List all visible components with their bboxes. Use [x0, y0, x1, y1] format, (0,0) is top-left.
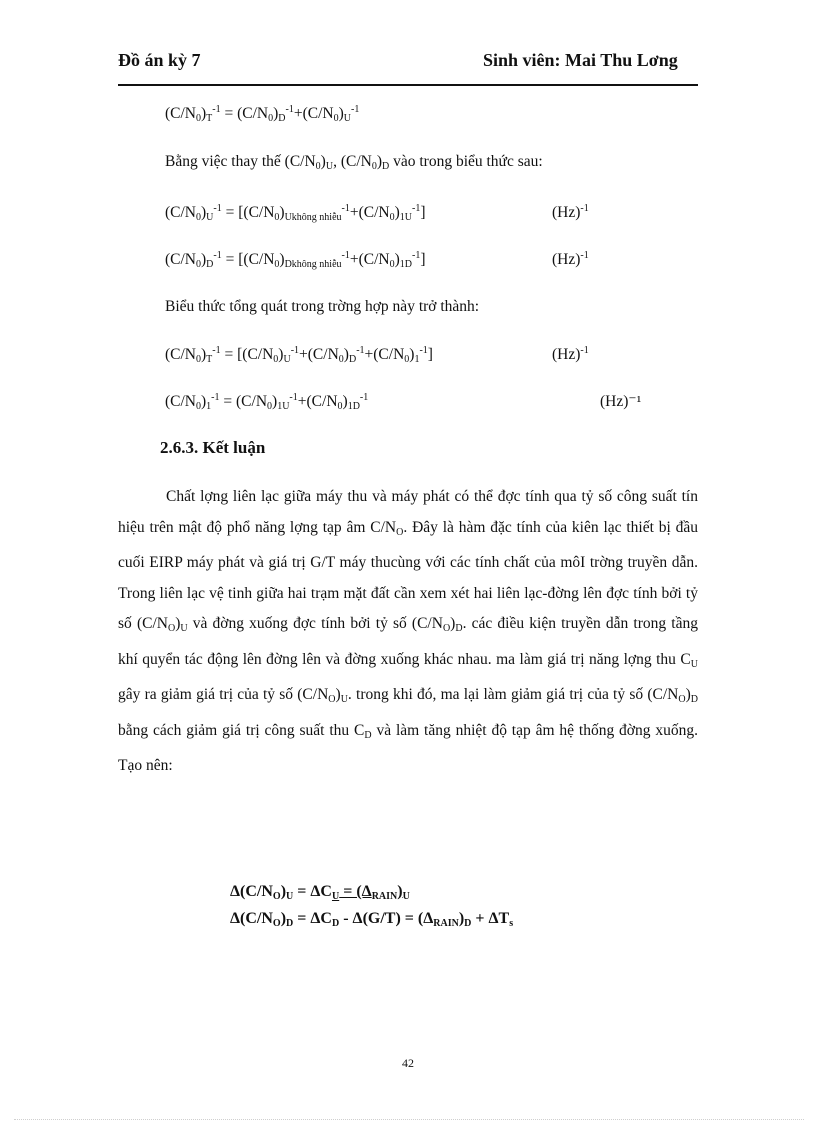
- equation-delta-uplink: $\Delta(C/N_O)_U = \Delta C_U = (\Delta_{RAIN})_U$: [230, 883, 410, 902]
- page-number: 42: [402, 1056, 414, 1070]
- unit-hz-interference: (Hz)⁻¹: [600, 393, 642, 410]
- header-right: Sinh viên: Mai Thu Lơng: [483, 50, 678, 70]
- equation-total: $(C/N_0)_T^{-1} = (C/N_0)_D^{-1}+(C/N_0)_U^{-1}$: [165, 104, 360, 124]
- equation-general: $(C/N_0)_T^{-1} = [(C/N_0)_U^{-1}+(C/N_0)_D^{-1}+(C/N_0)_1^{-1}]$: [165, 345, 433, 365]
- section-heading: 2.6.3. Kết luận: [160, 438, 266, 457]
- header-rule: [118, 84, 698, 86]
- unit-hz-uplink: $(Hz)^{-1}$: [552, 203, 589, 221]
- page-bottom-border: [14, 1119, 804, 1120]
- equation-interference: $(C/N_0)_1^{-1} = (C/N_0)_{1U}^{-1}+(C/N_0)_{1D}^{-1}$: [165, 392, 369, 412]
- header-left: Đồ án kỳ 7: [118, 50, 201, 70]
- unit-hz-general: $(Hz)^{-1}$: [552, 345, 589, 363]
- conclusion-paragraph: Chất lợng liên lạc giữa máy thu và máy phát có thể đợc tính qua tỷ số công suất tín hiệu trên mật độ phổ năng lợng tạp âm $C/N_O$. Đây là hàm đặc tính của kiên lạc thiết bị đầu cuối EIRP máy phát và giá trị G/T máy thucùng với các tính chất của môI trờng truyền dẫn. Trong liên lạc vệ tinh giữa hai trạm mặt đất cần xem xét hai liên lạc-đờng lên đợc tính bởi tỷ số $(C/N_O)_U$ và đờng xuống đợc tính bởi tỷ số $(C/N_O)_D$. các điều kiện truyền dẫn trong tầng khí quyển tác động lên đờng lên và đờng xuống khác nhau. ma làm giá trị năng lợng thu $C_U$ gây ra giảm giá trị của tỷ số $(C/N_O)_U$. trong khi đó, ma lại làm giảm giá trị của tỷ số $(C/N_O)_D$ bằng cách giảm giá trị công suất thu $C_D$ và làm tăng nhiệt độ tạp âm hệ thống đờng xuống. Tạo nên:: [118, 488, 698, 774]
- equation-downlink: $(C/N_0)_D^{-1} = [(C/N_0)_{Dkhông nhiễu}^{-1}+(C/N_0)_{1D}^{-1}]$: [165, 250, 426, 270]
- sentence-general: Biểu thức tổng quát trong trờng hợp này trở thành:: [165, 298, 480, 315]
- equation-uplink: $(C/N_0)_U^{-1} = [(C/N_0)_{Ukhông nhiễu}^{-1}+(C/N_0)_{1U}^{-1}]$: [165, 203, 426, 223]
- unit-hz-downlink: $(Hz)^{-1}$: [552, 250, 589, 268]
- sentence-substitute: Bằng việc thay thế $(C/N_0)_U$, $(C/N_0)_D$ vào trong biểu thức sau:: [165, 153, 543, 172]
- equation-delta-downlink: $\Delta(C/N_O)_D = \Delta C_D - \Delta(G/T) = (\Delta_{RAIN})_D + \Delta T_s$: [230, 910, 514, 929]
